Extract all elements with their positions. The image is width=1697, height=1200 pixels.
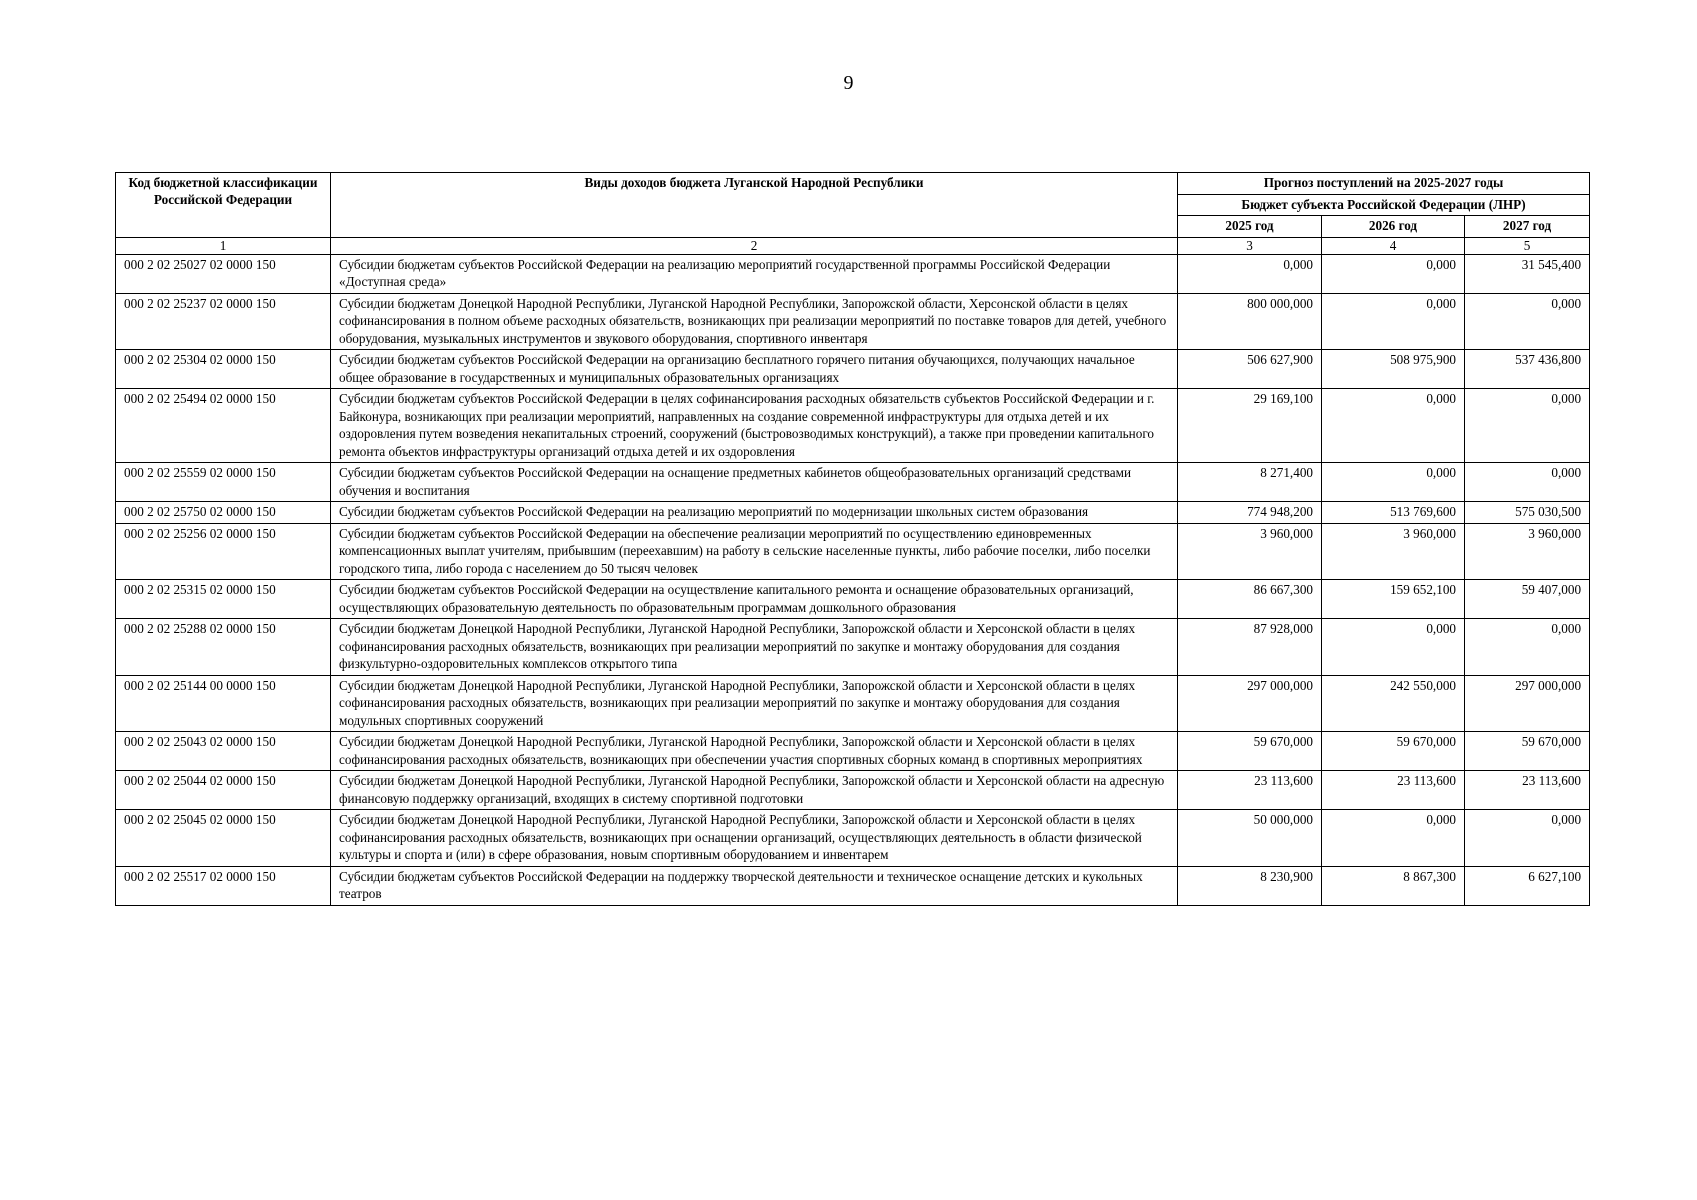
column-number: 2 xyxy=(331,237,1178,254)
table-row xyxy=(116,502,1590,524)
value-2026-cell: 508 975,900 xyxy=(1322,350,1465,389)
budget-code-cell: 000 2 02 25304 02 0000 150 xyxy=(116,350,331,389)
table-row xyxy=(116,523,1590,580)
table-row xyxy=(116,810,1590,867)
value-2026-cell: 159 652,100 xyxy=(1322,580,1465,619)
value-2027-cell: 537 436,800 xyxy=(1465,350,1590,389)
value-2025-cell: 0,000 xyxy=(1178,254,1322,293)
table-row xyxy=(116,350,1590,389)
table-row xyxy=(116,771,1590,810)
value-2025-cell: 800 000,000 xyxy=(1178,293,1322,350)
value-2025-cell: 59 670,000 xyxy=(1178,732,1322,771)
revenue-description-cell: Субсидии бюджетам Донецкой Народной Республики, Луганской Народной Республики, Запорожской области и Херсонской области в целях софинансирования расходных обязательств, возникающих при реализации мероприятий по закупке и монтажу оборудования для создания физкультурно-оздоровительных комплексов открытого типа xyxy=(331,619,1178,676)
budget-code-cell: 000 2 02 25517 02 0000 150 xyxy=(116,866,331,905)
value-2026-cell: 513 769,600 xyxy=(1322,502,1465,524)
revenue-description-cell: Субсидии бюджетам субъектов Российской Федерации на обеспечение реализации мероприятий по осуществлению единовременных компенсационных выплат учителям, прибывшим (переехавшим) на работу в сельские населенные пункты, либо рабочие поселки, либо поселки городского типа, либо города с населением до 50 тысяч человек xyxy=(331,523,1178,580)
value-2025-cell: 774 948,200 xyxy=(1178,502,1322,524)
revenue-description-cell: Субсидии бюджетам субъектов Российской Федерации на реализацию мероприятий по модернизации школьных систем образования xyxy=(331,502,1178,524)
header-budget: Бюджет субъекта Российской Федерации (ЛНР) xyxy=(1178,194,1590,216)
budget-code-cell: 000 2 02 25315 02 0000 150 xyxy=(116,580,331,619)
value-2025-cell: 3 960,000 xyxy=(1178,523,1322,580)
header-year-2027: 2027 год xyxy=(1465,216,1590,238)
value-2025-cell: 506 627,900 xyxy=(1178,350,1322,389)
column-number: 1 xyxy=(116,237,331,254)
value-2026-cell: 0,000 xyxy=(1322,389,1465,463)
value-2026-cell: 0,000 xyxy=(1322,619,1465,676)
revenue-description-cell: Субсидии бюджетам Донецкой Народной Республики, Луганской Народной Республики, Запорожской области, Херсонской области в целях софинансирования в полном объеме расходных обязательств, возникающих при реализации мероприятий по поставке товаров для детей, учебного оборудования, музыкальных инструментов и звукового оборудования, спортивного инвентаря xyxy=(331,293,1178,350)
value-2026-cell: 0,000 xyxy=(1322,293,1465,350)
value-2025-cell: 297 000,000 xyxy=(1178,675,1322,732)
header-year-2025: 2025 год xyxy=(1178,216,1322,238)
budget-code-cell: 000 2 02 25144 00 0000 150 xyxy=(116,675,331,732)
revenue-description-cell: Субсидии бюджетам Донецкой Народной Республики, Луганской Народной Республики, Запорожской области и Херсонской области в целях софинансирования расходных обязательств, возникающих при оснащении организаций, осуществляющих деятельность в области физической культуры и спорта и (или) в сфере образования, новым спортивным оборудованием и инвентарем xyxy=(331,810,1178,867)
value-2027-cell: 575 030,500 xyxy=(1465,502,1590,524)
table-row xyxy=(116,619,1590,676)
revenue-description-cell: Субсидии бюджетам Донецкой Народной Республики, Луганской Народной Республики, Запорожской области и Херсонской области в целях софинансирования расходных обязательств, возникающих при реализации мероприятий по закупке и монтажу оборудования для создания модульных спортивных сооружений xyxy=(331,675,1178,732)
table-row xyxy=(116,580,1590,619)
value-2027-cell: 0,000 xyxy=(1465,389,1590,463)
value-2025-cell: 87 928,000 xyxy=(1178,619,1322,676)
revenue-description-cell: Субсидии бюджетам субъектов Российской Федерации на реализацию мероприятий государственной программы Российской Федерации «Доступная среда» xyxy=(331,254,1178,293)
value-2026-cell: 59 670,000 xyxy=(1322,732,1465,771)
value-2026-cell: 8 867,300 xyxy=(1322,866,1465,905)
table-row xyxy=(116,732,1590,771)
value-2025-cell: 8 230,900 xyxy=(1178,866,1322,905)
header-description-column: Виды доходов бюджета Луганской Народной Республики xyxy=(331,173,1178,238)
value-2027-cell: 0,000 xyxy=(1465,810,1590,867)
value-2027-cell: 0,000 xyxy=(1465,463,1590,502)
value-2026-cell: 3 960,000 xyxy=(1322,523,1465,580)
value-2027-cell: 31 545,400 xyxy=(1465,254,1590,293)
budget-code-cell: 000 2 02 25288 02 0000 150 xyxy=(116,619,331,676)
budget-code-cell: 000 2 02 25750 02 0000 150 xyxy=(116,502,331,524)
header-forecast: Прогноз поступлений на 2025-2027 годы xyxy=(1178,173,1590,195)
revenue-description-cell: Субсидии бюджетам субъектов Российской Федерации на оснащение предметных кабинетов общеобразовательных организаций средствами обучения и воспитания xyxy=(331,463,1178,502)
value-2027-cell: 23 113,600 xyxy=(1465,771,1590,810)
table-row xyxy=(116,293,1590,350)
value-2027-cell: 297 000,000 xyxy=(1465,675,1590,732)
value-2025-cell: 23 113,600 xyxy=(1178,771,1322,810)
value-2027-cell: 59 407,000 xyxy=(1465,580,1590,619)
revenue-description-cell: Субсидии бюджетам субъектов Российской Федерации на осуществление капитального ремонта и оснащение образовательных организаций, осуществляющих образовательную деятельность по образовательным программам дошкольного образования xyxy=(331,580,1178,619)
value-2027-cell: 0,000 xyxy=(1465,293,1590,350)
revenue-description-cell: Субсидии бюджетам субъектов Российской Федерации на организацию бесплатного горячего питания обучающихся, получающих начальное общее образование в государственных и муниципальных образовательных организациях xyxy=(331,350,1178,389)
table-row xyxy=(116,866,1590,905)
budget-code-cell: 000 2 02 25027 02 0000 150 xyxy=(116,254,331,293)
value-2027-cell: 6 627,100 xyxy=(1465,866,1590,905)
revenue-description-cell: Субсидии бюджетам субъектов Российской Федерации на поддержку творческой деятельности и техническое оснащение детских и кукольных театров xyxy=(331,866,1178,905)
column-number-row xyxy=(116,237,1590,254)
budget-code-cell: 000 2 02 25256 02 0000 150 xyxy=(116,523,331,580)
budget-code-cell: 000 2 02 25045 02 0000 150 xyxy=(116,810,331,867)
budget-code-cell: 000 2 02 25494 02 0000 150 xyxy=(116,389,331,463)
revenue-description-cell: Субсидии бюджетам субъектов Российской Федерации в целях софинансирования расходных обязательств субъектов Российской Федерации и г. Байконура, возникающих при реализации мероприятий, направленных на создание современной инфраструктуры для отдыха детей и их оздоровления путем возведения некапитальных строений, сооружений (быстровозводимых конструкций), а также при проведении капитального ремонта объектов инфраструктуры организаций отдыха детей и их оздоровления xyxy=(331,389,1178,463)
budget-code-cell: 000 2 02 25559 02 0000 150 xyxy=(116,463,331,502)
value-2025-cell: 86 667,300 xyxy=(1178,580,1322,619)
budget-code-cell: 000 2 02 25044 02 0000 150 xyxy=(116,771,331,810)
value-2025-cell: 50 000,000 xyxy=(1178,810,1322,867)
revenue-description-cell: Субсидии бюджетам Донецкой Народной Республики, Луганской Народной Республики, Запорожской области и Херсонской области на адресную финансовую поддержку организаций, входящих в систему спортивной подготовки xyxy=(331,771,1178,810)
budget-code-cell: 000 2 02 25237 02 0000 150 xyxy=(116,293,331,350)
value-2027-cell: 59 670,000 xyxy=(1465,732,1590,771)
table-row xyxy=(116,675,1590,732)
table-row xyxy=(116,389,1590,463)
column-number: 3 xyxy=(1178,237,1322,254)
revenue-description-cell: Субсидии бюджетам Донецкой Народной Республики, Луганской Народной Республики, Запорожской области и Херсонской области в целях софинансирования расходных обязательств, возникающих при обеспечении участия спортивных сборных команд в спортивных мероприятиях xyxy=(331,732,1178,771)
value-2025-cell: 29 169,100 xyxy=(1178,389,1322,463)
value-2026-cell: 23 113,600 xyxy=(1322,771,1465,810)
column-number: 5 xyxy=(1465,237,1590,254)
column-number: 4 xyxy=(1322,237,1465,254)
value-2025-cell: 8 271,400 xyxy=(1178,463,1322,502)
value-2026-cell: 242 550,000 xyxy=(1322,675,1465,732)
value-2027-cell: 3 960,000 xyxy=(1465,523,1590,580)
table-row xyxy=(116,254,1590,293)
table-row xyxy=(116,463,1590,502)
header-code-column: Код бюджетной классификации Российской Федерации xyxy=(116,173,331,238)
budget-code-cell: 000 2 02 25043 02 0000 150 xyxy=(116,732,331,771)
value-2026-cell: 0,000 xyxy=(1322,463,1465,502)
header-year-2026: 2026 год xyxy=(1322,216,1465,238)
value-2027-cell: 0,000 xyxy=(1465,619,1590,676)
revenue-table xyxy=(115,172,1590,906)
value-2026-cell: 0,000 xyxy=(1322,254,1465,293)
page-number: 9 xyxy=(843,72,854,94)
value-2026-cell: 0,000 xyxy=(1322,810,1465,867)
